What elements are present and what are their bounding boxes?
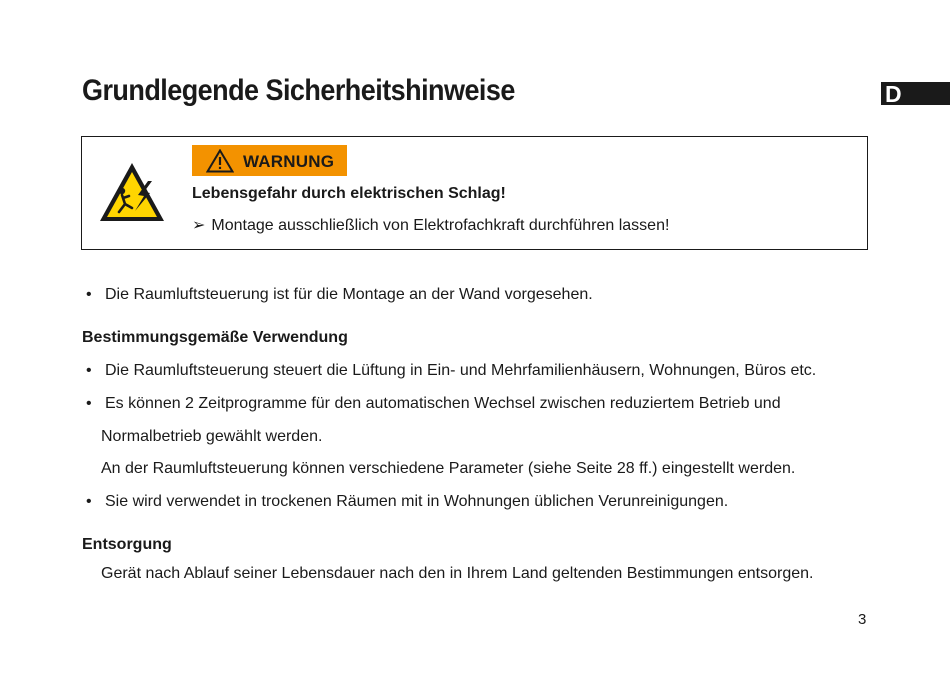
list-item-continuation: Normalbetrieb gewählt werden.: [101, 428, 323, 445]
list-item-text: Sie wird verwendet in trockenen Räumen mit in Wohnungen üblichen Verunreinigungen.: [105, 493, 729, 510]
warning-label-text: WARNUNG: [243, 152, 335, 171]
page-title: Grundlegende Sicherheitshinweise: [82, 74, 515, 107]
language-tab: [881, 82, 950, 105]
list-item-text: Die Raumluftsteuerung steuert die Lüftung in Ein- und Mehrfamilienhäusern, Wohnungen, Büros etc.: [105, 362, 817, 379]
list-item-text: Es können 2 Zeitprogramme für den automatischen Wechsel zwischen reduziertem Betrieb und: [105, 395, 781, 412]
language-tab-label: D: [885, 81, 902, 107]
disposal-text: Gerät nach Ablauf seiner Lebensdauer nach den in Ihrem Land geltenden Bestimmungen entsorgen.: [101, 565, 814, 582]
list-item-text: Die Raumluftsteuerung ist für die Montage an der Wand vorgesehen.: [105, 286, 593, 303]
list-item: [86, 285, 593, 305]
list-item: [86, 492, 728, 512]
list-item: [86, 394, 781, 414]
arrow-icon: ➢: [192, 217, 206, 234]
warning-box: [81, 136, 868, 250]
section-heading-usage: Bestimmungsgemäße Verwendung: [82, 329, 348, 346]
list-item: [86, 361, 816, 381]
bullet-icon: •: [86, 362, 92, 379]
list-item-continuation: An der Raumluftsteuerung können verschiedene Parameter (siehe Seite 28 ff.) eingestellt werden.: [101, 460, 796, 477]
bullet-icon: •: [86, 395, 92, 412]
warning-triangle-icon: [206, 149, 234, 173]
bullet-icon: •: [86, 286, 92, 303]
warning-action: [192, 215, 669, 235]
electric-shock-hazard-icon: [98, 161, 166, 223]
warning-headline: Lebensgefahr durch elektrischen Schlag!: [192, 185, 506, 202]
page-number: 3: [858, 611, 867, 628]
warning-label: [192, 145, 347, 176]
bullet-icon: •: [86, 493, 92, 510]
warning-action-text: Montage ausschließlich von Elektrofachkraft durchführen lassen!: [211, 217, 670, 234]
section-heading-disposal: Entsorgung: [82, 536, 172, 553]
